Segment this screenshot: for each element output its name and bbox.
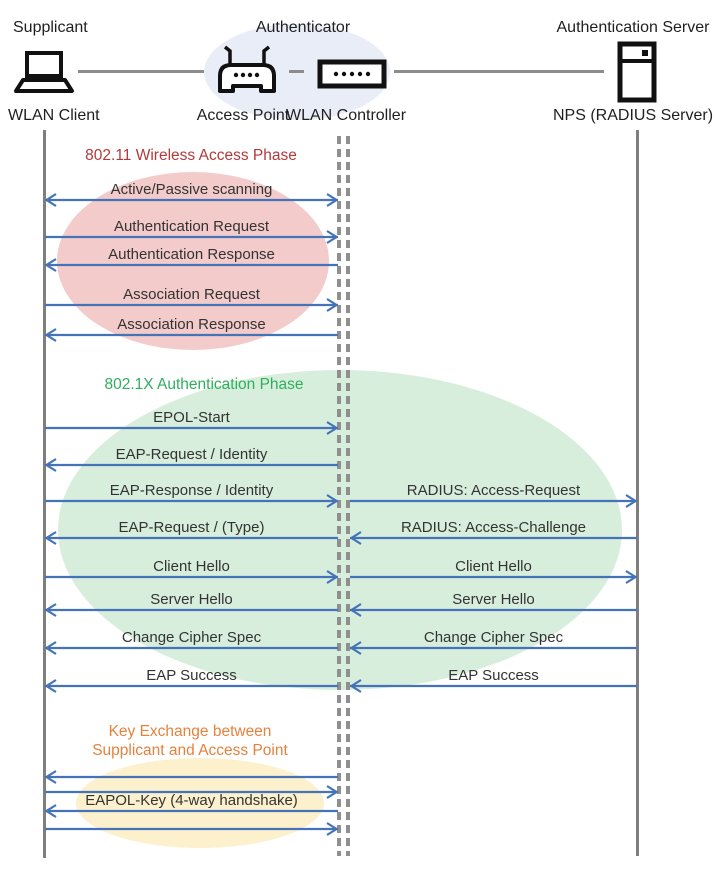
message-label: EAP Success bbox=[448, 667, 539, 684]
message-arrow-left bbox=[350, 640, 637, 656]
message-arrow-right bbox=[45, 229, 338, 245]
message-arrow-right bbox=[45, 297, 338, 313]
phase-title-key-exchange-line1: Key Exchange between bbox=[108, 723, 272, 740]
message-arrow-right bbox=[45, 569, 338, 585]
message-label: Active/Passive scanning bbox=[110, 181, 273, 198]
message-label: EAP Success bbox=[146, 667, 237, 684]
message-arrow-left bbox=[45, 457, 338, 473]
message-label: Server Hello bbox=[452, 591, 535, 608]
message-arrow-right bbox=[45, 420, 338, 436]
message-label: RADIUS: Access-Challenge bbox=[400, 519, 587, 536]
message-arrow-left bbox=[45, 327, 338, 343]
device-label-nps-server: NPS (RADIUS Server) bbox=[553, 107, 713, 124]
message-arrow-left bbox=[350, 678, 637, 694]
message-arrow-left bbox=[45, 803, 338, 819]
message-label: EAPOL-Key (4-way handshake) bbox=[85, 792, 298, 809]
message-arrow-right bbox=[45, 493, 338, 509]
message-label: Association Response bbox=[117, 316, 266, 333]
message-arrow-left bbox=[45, 678, 338, 694]
message-label: RADIUS: Access-Request bbox=[406, 482, 581, 499]
phase-title-key-exchange-line2: Supplicant and Access Point bbox=[92, 742, 288, 759]
message-label: Authentication Request bbox=[113, 218, 270, 235]
device-label-access-point: Access Point bbox=[196, 107, 290, 124]
message-label: Change Cipher Spec bbox=[423, 629, 564, 646]
message-arrow-right bbox=[350, 493, 637, 509]
message-arrow-left bbox=[350, 602, 637, 618]
message-arrow-left bbox=[45, 257, 338, 273]
role-label-supplicant: Supplicant bbox=[13, 19, 88, 36]
message-label: Server Hello bbox=[150, 591, 233, 608]
message-label: EAP-Response / Identity bbox=[109, 482, 274, 499]
message-arrow-right bbox=[350, 569, 637, 585]
message-arrow-both bbox=[45, 192, 338, 208]
role-label-authentication-server: Authentication Server bbox=[556, 19, 710, 36]
message-label: Association Request bbox=[123, 286, 260, 303]
role-label-authenticator: Authenticator bbox=[255, 19, 351, 36]
message-arrow-left bbox=[45, 769, 338, 785]
message-arrow-left bbox=[350, 530, 637, 546]
phase-title-80211: 802.11 Wireless Access Phase bbox=[85, 147, 297, 164]
message-arrow-right bbox=[45, 821, 338, 837]
device-label-wlan-controller: WLAN Controller bbox=[285, 107, 407, 124]
message-label: EAP-Request / Identity bbox=[115, 446, 268, 463]
message-label: Client Hello bbox=[153, 558, 230, 575]
message-arrow-left bbox=[45, 640, 338, 656]
device-label-wlan-client: WLAN Client bbox=[8, 107, 100, 124]
message-arrow-left bbox=[45, 602, 338, 618]
phase-title-8021x: 802.1X Authentication Phase bbox=[104, 376, 304, 393]
message-label: Client Hello bbox=[455, 558, 532, 575]
message-label: Authentication Response bbox=[108, 246, 275, 263]
message-label: EAP-Request / (Type) bbox=[118, 519, 265, 536]
message-arrow-left bbox=[45, 530, 338, 546]
message-label: Change Cipher Spec bbox=[121, 629, 262, 646]
message-label: EPOL-Start bbox=[153, 409, 230, 426]
